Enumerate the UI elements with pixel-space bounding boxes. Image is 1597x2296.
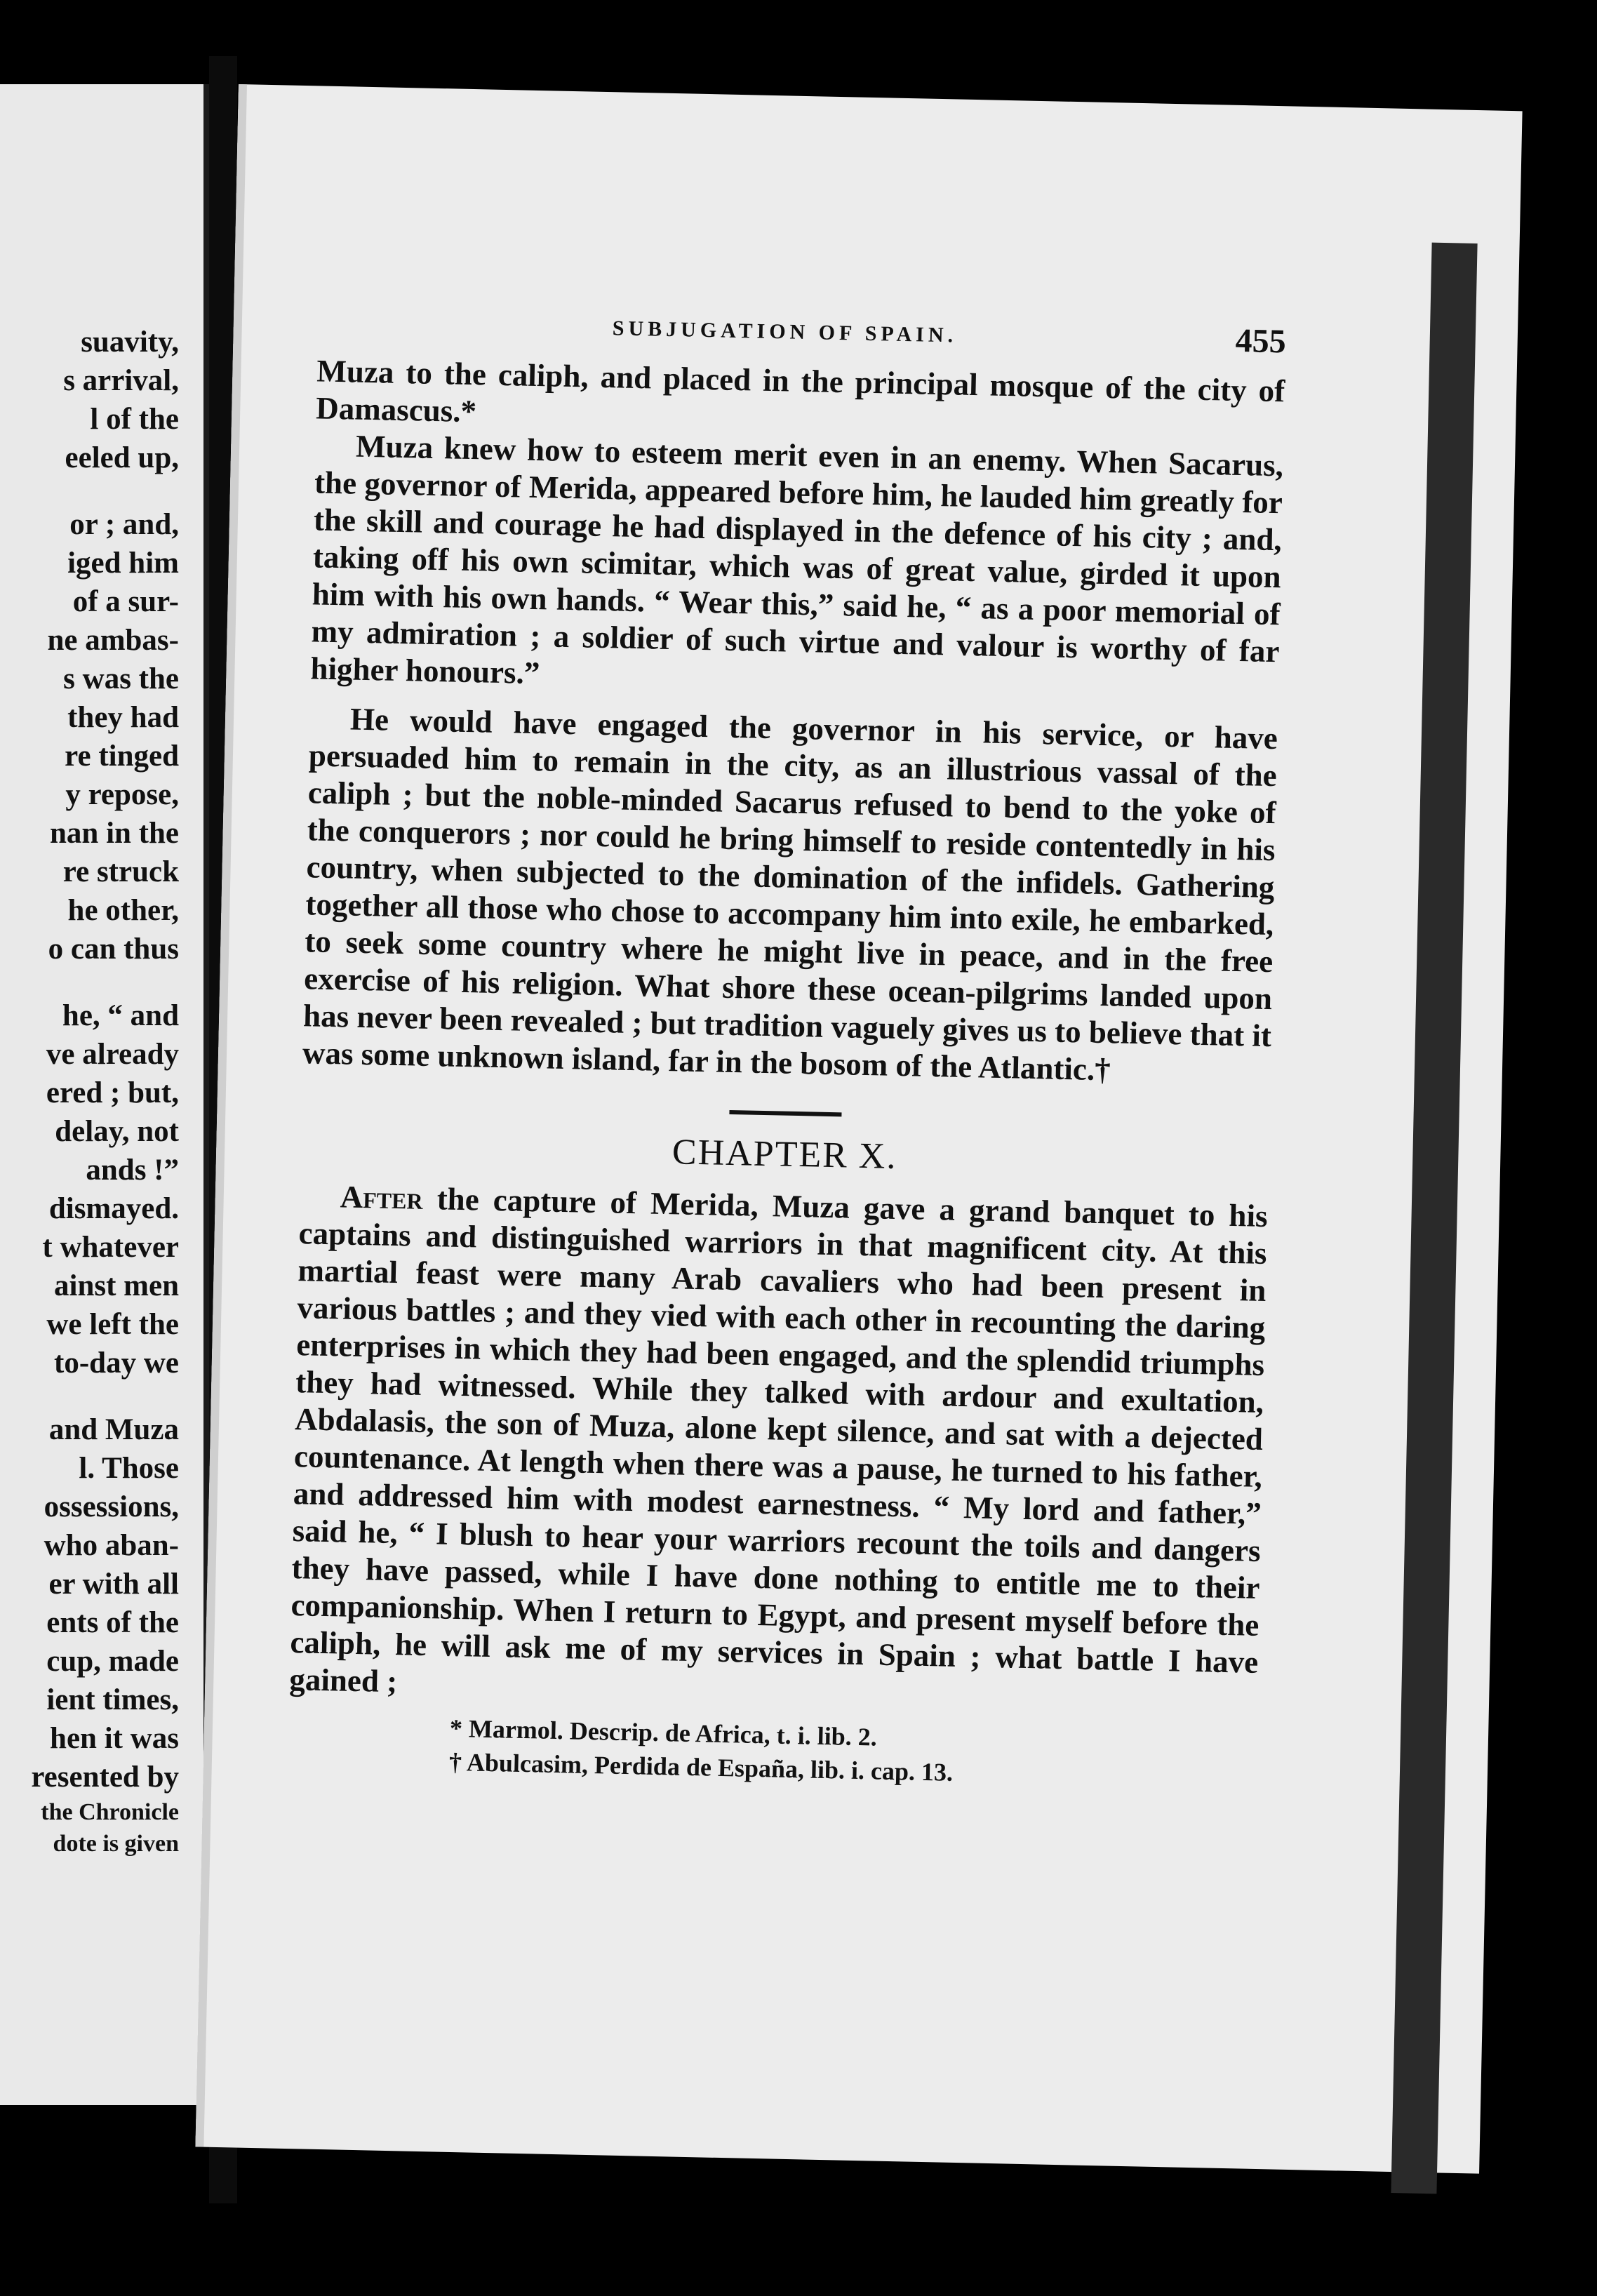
main-page: [195, 84, 1522, 2174]
paragraph-exile: He would have engaged the governor in his service, or have persuaded him to remain in the city, as an illustrious vassal of the caliph ; but the noble-minded Sacarus refused to bend to the yoke of the conquerors ; nor could he bring himself to reside contentedly in his country, when subjected to the domination of the infidels. Gathering together all those who chose to accompany him into exile, he embarked, to seek some country where he might live in peace, and in the free exercise of his religion. What shore these ocean-pilgrims landed upon has never been revealed ; but tradition vaguely gives us to believe that it was some unknown island, far in the bosom of the Atlantic.†: [302, 701, 1278, 1088]
page-number: 455: [1235, 321, 1287, 361]
left-line: ossessions,: [44, 1490, 179, 1523]
paragraph-banquet-text: the capture of Merida, Muza gave a grand banquet to his captains and distinguished warriors in that magnificent city. At this martial feast were many Arab cavaliers who had been present in various battles ; and they vied with each other in recounting the daring enterprises in which they had been engaged, and the splendid triumphs they had witnessed. While they talked with ardour and exultation, Abdalasis, the son of Muza, alone kept silence, and sat with a dejected countenance. At length when there was a pause, he turned to his father, and addressed him with modest earnestness. “ My lord and father,” said he, “ I blush to hear your warriors recount the toils and dangers they have passed, while I have done nothing to entitle me to their companionship. When I return to Egypt, and present myself before the caliph, he will ask me of my services in Spain ; what battle I have gained ;: [288, 1180, 1269, 1700]
left-footnote-line: the Chronicle: [41, 1799, 179, 1825]
left-line: he other,: [67, 894, 179, 927]
left-line: ainst men: [54, 1269, 179, 1302]
left-line: ne ambas-: [47, 624, 179, 657]
footnote: † Abulcasim, Perdida de España, lib. i. cap. 13.: [448, 1747, 954, 1787]
footnote: * Marmol. Descrip. de Africa, t. i. lib. 2.: [449, 1714, 878, 1751]
left-line: ered ; but,: [46, 1076, 179, 1109]
left-line: iged him: [67, 547, 179, 580]
left-page-text: [0, 323, 179, 1860]
paragraph-banquet: [289, 1177, 1268, 1718]
left-footnote-line: dote is given: [53, 1831, 179, 1857]
paragraph-sacarus: Muza knew how to esteem merit even in an enemy. When Sacarus, the governor of Merida, appeared before him, he lauded him greatly for the skill and courage he had displayed in the defence of his city ; and, taking off his own scimitar, which was of great value, girded it upon him with his own hands. “ Wear this,” said he, “ as a poor memorial of my admiration ; a soldier of such virtue and valour is worthy of far higher honours.”: [310, 428, 1284, 691]
left-line: delay, not: [55, 1115, 179, 1148]
left-line: who aban-: [44, 1529, 179, 1562]
left-line: y repose,: [65, 778, 179, 811]
left-line: t whatever: [42, 1231, 179, 1264]
left-line: l of the: [90, 403, 179, 436]
left-gap: [0, 968, 179, 996]
left-line: resented by: [31, 1761, 179, 1794]
paragraph-continued: Muza to the caliph, and placed in the principal mosque of the city of Damascus.*: [315, 353, 1285, 429]
left-line: cup, made: [46, 1645, 179, 1678]
left-line: dismayed.: [48, 1192, 179, 1225]
left-line: of a sur-: [72, 585, 179, 618]
left-line: re struck: [62, 855, 179, 888]
left-line: s arrival,: [63, 364, 179, 397]
chapter-heading: CHAPTER X.: [671, 1132, 898, 1177]
page-edge-shadow: [1391, 243, 1477, 2194]
left-line: hen it was: [50, 1722, 179, 1755]
left-line: ands !”: [86, 1154, 179, 1187]
left-line: ve already: [46, 1038, 179, 1071]
left-line: he, “ and: [62, 999, 179, 1032]
running-title: SUBJUGATION OF SPAIN.: [612, 316, 958, 347]
left-line: we left the: [46, 1308, 179, 1341]
left-line: and Muza: [48, 1413, 179, 1446]
left-line: eeled up,: [65, 441, 179, 474]
left-line: s was the: [63, 662, 179, 695]
footnotes: [288, 1708, 1257, 1796]
left-facing-page: [0, 84, 209, 2105]
left-line: er with all: [48, 1568, 179, 1601]
left-line: suavity,: [81, 326, 179, 359]
left-line: they had: [67, 701, 179, 734]
left-line: l. Those: [79, 1452, 179, 1485]
left-line: re tinged: [65, 740, 179, 773]
page-content: [288, 296, 1287, 1795]
chapter-rule: [729, 1110, 841, 1116]
left-line: to-day we: [54, 1347, 179, 1380]
left-line: ient times,: [46, 1683, 179, 1716]
left-gap: [0, 1382, 179, 1410]
left-line: or ; and,: [69, 508, 179, 541]
left-gap: [0, 477, 179, 505]
paragraph-lead-word: After: [340, 1179, 424, 1216]
left-line: ents of the: [46, 1606, 179, 1639]
left-line: nan in the: [49, 817, 179, 850]
left-line: o can thus: [48, 933, 179, 966]
